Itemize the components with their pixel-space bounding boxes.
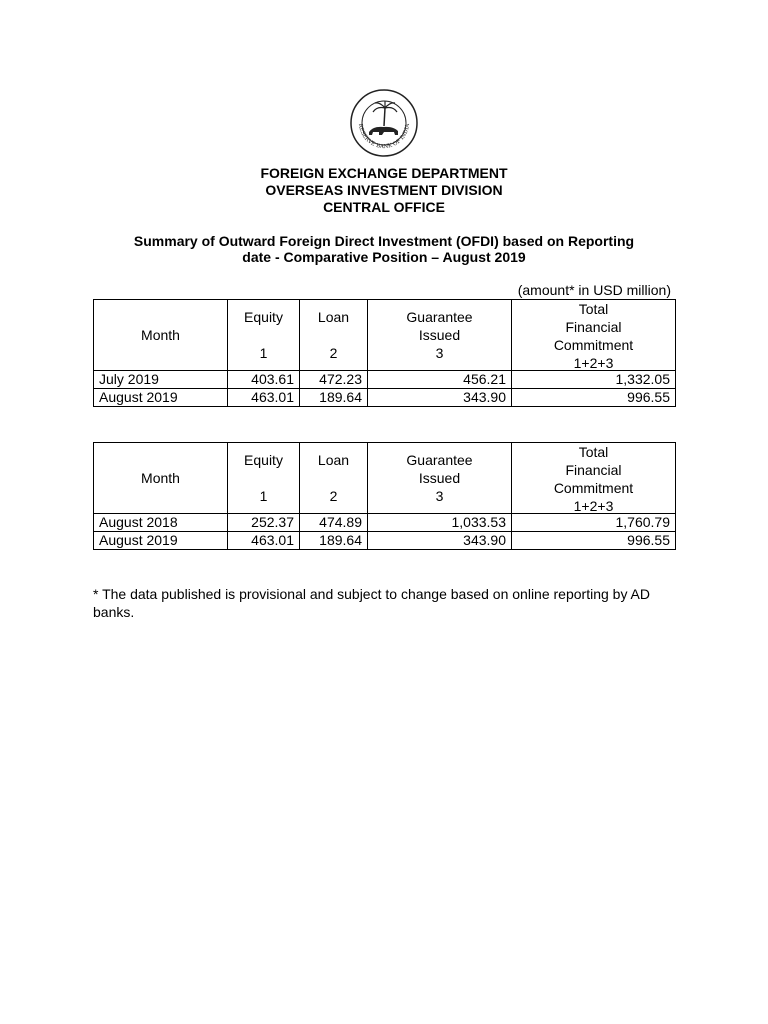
division-title: OVERSEAS INVESTMENT DIVISION <box>265 182 503 198</box>
cell-guarantee: 343.90 <box>368 532 512 550</box>
cell-equity: 403.61 <box>228 371 300 389</box>
col-header-total: Total Financial Commitment 1+2+3 <box>512 300 676 371</box>
col-header-guarantee: Guarantee Issued 3 <box>368 443 512 514</box>
cell-loan: 189.64 <box>300 532 368 550</box>
table-header-row <box>94 300 676 371</box>
col-header-guarantee: Guarantee Issued 3 <box>368 300 512 371</box>
cell-loan: 472.23 <box>300 371 368 389</box>
summary-title-line2: date - Comparative Position – August 2019 <box>242 249 526 265</box>
table-row <box>94 371 676 389</box>
cell-guarantee: 1,033.53 <box>368 514 512 532</box>
col-header-total: Total Financial Commitment 1+2+3 <box>512 443 676 514</box>
cell-month: August 2019 <box>94 389 228 407</box>
cell-month: August 2019 <box>94 532 228 550</box>
ofdi-table-year-comparison <box>93 442 676 550</box>
col-header-month: Month <box>94 300 228 371</box>
table-row <box>94 389 676 407</box>
office-title: CENTRAL OFFICE <box>323 199 445 215</box>
seal-text: RESERVE BANK OF INDIA <box>356 123 412 151</box>
cell-equity: 463.01 <box>228 532 300 550</box>
table-row <box>94 514 676 532</box>
cell-guarantee: 343.90 <box>368 389 512 407</box>
cell-total: 996.55 <box>512 532 676 550</box>
cell-total: 1,760.79 <box>512 514 676 532</box>
rbi-seal-logo <box>349 88 419 158</box>
footnote: * The data published is provisional and subject to change based on online reporting by AD banks. <box>93 586 651 620</box>
cell-guarantee: 456.21 <box>368 371 512 389</box>
unit-note: (amount* in USD million) <box>517 282 671 298</box>
cell-equity: 252.37 <box>228 514 300 532</box>
table-row <box>94 532 676 550</box>
table-header-row <box>94 443 676 514</box>
summary-title-line1: Summary of Outward Foreign Direct Investment (OFDI) based on Reporting <box>133 233 635 249</box>
cell-equity: 463.01 <box>228 389 300 407</box>
col-header-equity: Equity 1 <box>228 443 300 514</box>
ofdi-table-month-comparison <box>93 299 676 407</box>
col-header-equity: Equity 1 <box>228 300 300 371</box>
cell-total: 1,332.05 <box>512 371 676 389</box>
cell-month: August 2018 <box>94 514 228 532</box>
col-header-loan: Loan 2 <box>300 300 368 371</box>
svg-text:RESERVE BANK OF INDIA <box>357 122 411 150</box>
col-header-month: Month <box>94 443 228 514</box>
cell-month: July 2019 <box>94 371 228 389</box>
cell-loan: 189.64 <box>300 389 368 407</box>
cell-total: 996.55 <box>512 389 676 407</box>
department-title: FOREIGN EXCHANGE DEPARTMENT <box>260 165 508 181</box>
col-header-loan: Loan 2 <box>300 443 368 514</box>
cell-loan: 474.89 <box>300 514 368 532</box>
